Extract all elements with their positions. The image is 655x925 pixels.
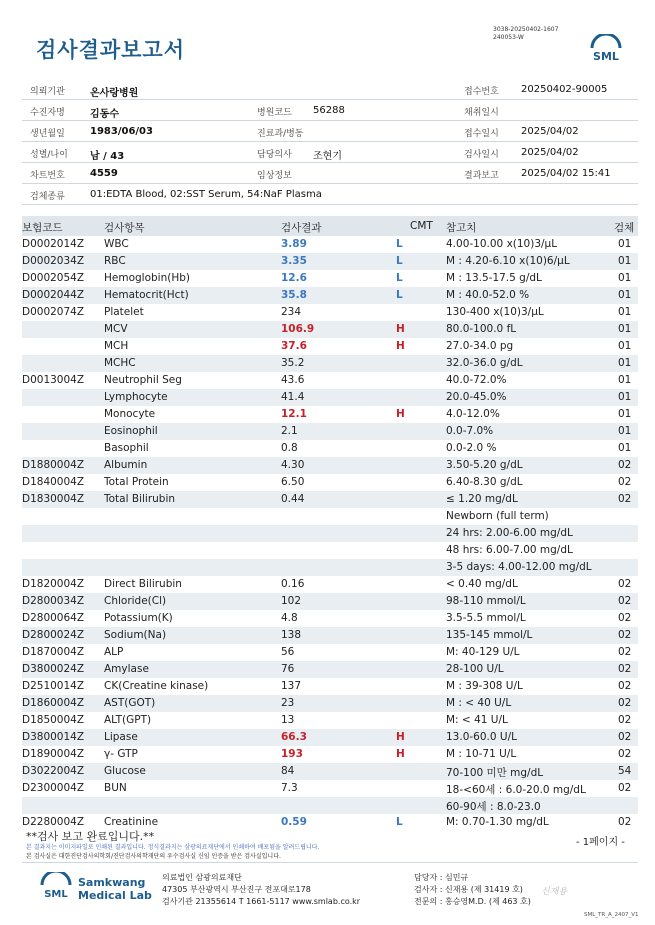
cell-reference: 98-110 mmol/L <box>446 595 526 607</box>
col-cmt: CMT <box>410 220 433 232</box>
table-row <box>22 542 638 559</box>
table-row <box>22 627 638 644</box>
info-value: 1983/06/03 <box>90 126 153 137</box>
info-label: 생년월일 <box>30 129 65 139</box>
document-number: 3038-20250402-1607 240053-W <box>493 26 559 41</box>
cell-reference: M : 13.5-17.5 g/dL <box>446 272 542 284</box>
cell-result: 3.35 <box>281 255 307 267</box>
footer-divider <box>22 862 638 863</box>
cell-result: 106.9 <box>281 323 315 335</box>
cell-result: 0.59 <box>281 816 307 828</box>
info-row <box>22 142 638 163</box>
info-label: 수진자명 <box>30 108 65 118</box>
cell-code: D3800024Z <box>22 663 85 675</box>
cell-result: 41.4 <box>281 391 305 403</box>
cell-specimen: 01 <box>618 357 632 369</box>
cell-specimen: 02 <box>618 459 632 471</box>
report-complete: **검사 보고 완료입니다.** <box>26 830 155 843</box>
table-row <box>22 236 638 253</box>
staff-specialist: 전문의 : 홍승영M.D. (제 463 호) <box>414 897 531 906</box>
table-row <box>22 729 638 746</box>
cell-code: D2800024Z <box>22 629 85 641</box>
cell-result: 0.8 <box>281 442 298 454</box>
info-value: 김동수 <box>90 109 119 120</box>
cell-result: 3.89 <box>281 238 307 250</box>
patient-info-table <box>22 79 638 205</box>
cell-specimen: 01 <box>618 323 632 335</box>
cell-code: D0013004Z <box>22 374 85 386</box>
cell-reference: 6.40-8.30 g/dL <box>446 476 523 488</box>
table-row <box>22 780 638 797</box>
cell-specimen: 02 <box>618 680 632 692</box>
table-row <box>22 763 638 780</box>
info-label: 접수번호 <box>464 87 499 97</box>
cell-specimen: 02 <box>618 782 632 794</box>
cell-reference: M: 0.70-1.30 mg/dL <box>446 816 549 828</box>
cell-specimen: 01 <box>618 238 632 250</box>
table-row <box>22 355 638 372</box>
info-value: 20250402-90005 <box>521 84 608 95</box>
cell-specimen: 01 <box>618 289 632 301</box>
cell-name: Lymphocyte <box>104 391 168 403</box>
cell-reference: 3.5-5.5 mmol/L <box>446 612 526 624</box>
cell-name: Platelet <box>104 306 144 318</box>
col-ref: 참고치 <box>446 222 477 234</box>
cell-code: D0002074Z <box>22 306 85 318</box>
table-row <box>22 389 638 406</box>
cell-reference: 28-100 U/L <box>446 663 504 675</box>
cell-specimen: 01 <box>618 340 632 352</box>
table-row <box>22 576 638 593</box>
cell-specimen: 54 <box>618 765 632 777</box>
cell-specimen: 01 <box>618 442 632 454</box>
lab-name <box>78 876 152 902</box>
info-label: 담당의사 <box>257 150 292 160</box>
cell-reference: ≤ 1.20 mg/dL <box>446 493 518 505</box>
cell-name: WBC <box>104 238 129 250</box>
cell-specimen: 02 <box>618 612 632 624</box>
cell-code: D2280004Z <box>22 816 85 828</box>
cell-result: 7.3 <box>281 782 298 794</box>
cell-name: Potassium(K) <box>104 612 173 624</box>
cell-specimen: 01 <box>618 272 632 284</box>
cell-reference: 18-<60세 : 6.0-20.0 mg/dL <box>446 784 586 796</box>
cell-code: D2800034Z <box>22 595 85 607</box>
sml-logo <box>588 34 624 66</box>
cell-reference: 3-5 days: 4.00-12.00 mg/dL <box>446 561 592 573</box>
info-value: 4559 <box>90 168 118 179</box>
info-row <box>22 121 638 142</box>
cell-name: MCHC <box>104 357 136 369</box>
cell-name: Neutrophil Seg <box>104 374 182 386</box>
cell-cmt: L <box>396 238 403 250</box>
cell-specimen: 02 <box>618 476 632 488</box>
result-rows <box>22 236 638 831</box>
table-row <box>22 712 638 729</box>
cell-specimen: 02 <box>618 731 632 743</box>
staff-contact: 담당자 : 심민규 <box>414 873 469 882</box>
note-certification: 본 검사실은 대한진단검사의학회/진단검사의학재단의 우수검사실 신임 인증을 받은 검사실입니다. <box>26 853 281 860</box>
cell-name: Chloride(Cl) <box>104 595 167 607</box>
cell-name: Hematocrit(Hct) <box>104 289 189 301</box>
cell-name: ALP <box>104 646 124 658</box>
cell-specimen: 01 <box>618 408 632 420</box>
cell-code: D1850004Z <box>22 714 85 726</box>
table-row <box>22 253 638 270</box>
info-label: 병원코드 <box>257 108 292 118</box>
page-number: - 1페이지 - <box>576 837 625 848</box>
cell-result: 35.2 <box>281 357 305 369</box>
cell-result: 137 <box>281 680 302 692</box>
footer-logo <box>38 872 74 906</box>
cell-reference: 135-145 mmol/L <box>446 629 533 641</box>
footer-logo-text: SML <box>44 889 68 900</box>
cell-code: D1860004Z <box>22 697 85 709</box>
cell-code: D0002044Z <box>22 289 85 301</box>
cell-reference: 0.0-2.0 % <box>446 442 497 454</box>
cell-result: 2.1 <box>281 425 298 437</box>
cell-cmt: L <box>396 816 403 828</box>
info-label: 차트번호 <box>30 171 65 181</box>
table-row <box>22 610 638 627</box>
table-row <box>22 321 638 338</box>
cell-cmt: L <box>396 272 403 284</box>
cell-code: D1830004Z <box>22 493 85 505</box>
cell-result: 43.6 <box>281 374 305 386</box>
cell-name: Amylase <box>104 663 149 675</box>
cell-result: 12.1 <box>281 408 307 420</box>
table-row <box>22 457 638 474</box>
cell-cmt: H <box>396 340 405 352</box>
cell-result: 4.8 <box>281 612 298 624</box>
cell-name: RBC <box>104 255 126 267</box>
info-value: 조현기 <box>313 151 342 162</box>
cell-name: Glucose <box>104 765 146 777</box>
cell-specimen: 01 <box>618 425 632 437</box>
cell-result: 234 <box>281 306 302 318</box>
col-result: 검사결과 <box>281 222 322 234</box>
cell-specimen: 01 <box>618 391 632 403</box>
cell-reference: 32.0-36.0 g/dL <box>446 357 523 369</box>
cell-cmt: H <box>396 323 405 335</box>
note-image-print: 본 결과지는 이미지파일로 인쇄된 결과입니다. 정식결과지는 삼광의료재단에서 인쇄하여 배포됨을 알려드립니다. <box>26 844 320 851</box>
lab-name-1: Samkwang <box>78 876 146 889</box>
table-row <box>22 491 638 508</box>
info-label: 검사일시 <box>464 150 499 160</box>
info-label: 성별/나이 <box>30 150 68 160</box>
cell-reference: 48 hrs: 6.00-7.00 mg/dL <box>446 544 573 556</box>
cell-name: BUN <box>104 782 127 794</box>
info-label: 임상정보 <box>257 171 292 181</box>
cell-reference: M : 39-308 U/L <box>446 680 523 692</box>
cell-reference: 4.00-10.00 x(10)3/μL <box>446 238 558 250</box>
cell-code: D1880004Z <box>22 459 85 471</box>
cell-code: D3800014Z <box>22 731 85 743</box>
cell-reference: M : 40.0-52.0 % <box>446 289 530 301</box>
cell-specimen: 01 <box>618 255 632 267</box>
table-row <box>22 746 638 763</box>
cell-name: MCH <box>104 340 129 352</box>
cell-specimen: 02 <box>618 595 632 607</box>
cell-name: Basophil <box>104 442 149 454</box>
cell-result: 37.6 <box>281 340 307 352</box>
notes <box>26 843 426 861</box>
cell-name: Creatinine <box>104 816 159 828</box>
cell-cmt: H <box>396 408 405 420</box>
table-row <box>22 440 638 457</box>
info-label: 접수일시 <box>464 129 499 139</box>
lab-address <box>162 872 360 908</box>
cell-reference: 24 hrs: 2.00-6.00 mg/dL <box>446 527 573 539</box>
info-value: 2025/04/02 <box>521 126 579 137</box>
info-label: 검체종류 <box>30 192 65 202</box>
cell-code: D0002054Z <box>22 272 85 284</box>
cell-result: 4.30 <box>281 459 305 471</box>
address-line-2: 47305 부산광역시 부산진구 전포대로178 <box>162 885 311 894</box>
cell-specimen: 02 <box>618 714 632 726</box>
cell-name: Total Bilirubin <box>104 493 176 505</box>
table-row <box>22 406 638 423</box>
cell-result: 56 <box>281 646 295 658</box>
table-row <box>22 678 638 695</box>
info-label: 결과보고 <box>464 171 499 181</box>
form-code: SML_TR_A_2407_V1 <box>584 912 639 918</box>
cell-name: AST(GOT) <box>104 697 156 709</box>
staff-info <box>414 872 531 908</box>
info-label: 진료과/병동 <box>257 129 304 139</box>
signature: 신재용 <box>541 887 568 897</box>
cell-code: D1820004Z <box>22 578 85 590</box>
cell-name: Monocyte <box>104 408 156 420</box>
table-row <box>22 525 638 542</box>
table-row <box>22 644 638 661</box>
cell-result: 102 <box>281 595 302 607</box>
cell-name: Eosinophil <box>104 425 158 437</box>
cell-result: 66.3 <box>281 731 307 743</box>
staff-tester: 검사자 : 신재용 (제 31419 호) <box>414 885 523 894</box>
table-row <box>22 661 638 678</box>
cell-result: 193 <box>281 748 303 760</box>
cell-cmt: L <box>396 289 403 301</box>
cell-cmt: H <box>396 748 405 760</box>
cell-cmt: H <box>396 731 405 743</box>
cell-reference: 3.50-5.20 g/dL <box>446 459 523 471</box>
cell-result: 6.50 <box>281 476 305 488</box>
cell-name: Albumin <box>104 459 148 471</box>
info-value: 01:EDTA Blood, 02:SST Serum, 54:NaF Plasma <box>90 189 322 200</box>
col-specimen: 검체 <box>614 222 635 234</box>
cell-specimen: 02 <box>618 493 632 505</box>
info-row <box>22 184 638 205</box>
table-row <box>22 474 638 491</box>
info-value: 2025/04/02 15:41 <box>521 168 611 179</box>
cell-specimen: 01 <box>618 306 632 318</box>
cell-reference: M : 10-71 U/L <box>446 748 517 760</box>
cell-result: 13 <box>281 714 295 726</box>
cell-reference: 20.0-45.0% <box>446 391 507 403</box>
cell-code: D1890004Z <box>22 748 85 760</box>
cell-name: Total Protein <box>104 476 169 488</box>
cell-code: D1840004Z <box>22 476 85 488</box>
table-row <box>22 508 638 525</box>
cell-reference: 27.0-34.0 pg <box>446 340 514 352</box>
table-header <box>22 216 638 236</box>
cell-cmt: L <box>396 255 403 267</box>
cell-code: D3022004Z <box>22 765 85 777</box>
cell-reference: 60-90세 : 8.0-23.0 <box>446 801 541 813</box>
col-code: 보험코드 <box>22 222 63 234</box>
table-row <box>22 559 638 576</box>
cell-result: 0.44 <box>281 493 305 505</box>
cell-reference: M: < 41 U/L <box>446 714 508 726</box>
cell-specimen: 01 <box>618 374 632 386</box>
table-row <box>22 695 638 712</box>
info-row <box>22 79 638 100</box>
cell-reference: M : 4.20-6.10 x(10)6/μL <box>446 255 570 267</box>
info-label: 의뢰기관 <box>30 87 65 97</box>
address-line-1: 의료법인 삼광의료재단 <box>162 873 242 882</box>
cell-code: D1870004Z <box>22 646 85 658</box>
info-value: 2025/04/02 <box>521 147 579 158</box>
cell-code: D0002014Z <box>22 238 85 250</box>
cell-reference: 13.0-60.0 U/L <box>446 731 517 743</box>
table-row <box>22 287 638 304</box>
cell-code: D2800064Z <box>22 612 85 624</box>
cell-specimen: 02 <box>618 816 632 828</box>
cell-reference: 70-100 미만 mg/dL <box>446 767 544 779</box>
info-value: 남 / 43 <box>90 151 125 162</box>
cell-specimen: 02 <box>618 578 632 590</box>
cell-reference: M : < 40 U/L <box>446 697 512 709</box>
cell-result: 84 <box>281 765 295 777</box>
cell-specimen: 02 <box>618 663 632 675</box>
cell-specimen: 02 <box>618 697 632 709</box>
cell-reference: 0.0-7.0% <box>446 425 494 437</box>
cell-specimen: 02 <box>618 629 632 641</box>
logo-text: SML <box>593 50 619 63</box>
col-name: 검사항목 <box>104 222 145 234</box>
cell-reference: 80.0-100.0 fL <box>446 323 517 335</box>
cell-reference: < 0.40 mg/dL <box>446 578 518 590</box>
cell-reference: 130-400 x(10)3/μL <box>446 306 544 318</box>
cell-reference: 40.0-72.0% <box>446 374 507 386</box>
cell-code: D2300004Z <box>22 782 85 794</box>
cell-name: CK(Creatine kinase) <box>104 680 209 692</box>
cell-result: 76 <box>281 663 295 675</box>
table-row <box>22 270 638 287</box>
info-label: 채취일시 <box>464 108 499 118</box>
cell-result: 35.8 <box>281 289 307 301</box>
table-row <box>22 372 638 389</box>
cell-result: 138 <box>281 629 302 641</box>
table-row <box>22 423 638 440</box>
info-row <box>22 163 638 184</box>
cell-reference: 4.0-12.0% <box>446 408 500 420</box>
lab-name-2: Medical Lab <box>78 889 152 902</box>
results-table <box>22 216 638 831</box>
cell-result: 12.6 <box>281 272 307 284</box>
cell-reference: M: 40-129 U/L <box>446 646 520 658</box>
info-value: 온사랑병원 <box>90 88 139 99</box>
cell-code: D0002034Z <box>22 255 85 267</box>
cell-specimen: 02 <box>618 646 632 658</box>
cell-name: Direct Bilirubin <box>104 578 182 590</box>
info-row <box>22 100 638 121</box>
cell-reference: Newborn (full term) <box>446 510 549 522</box>
table-row <box>22 593 638 610</box>
address-line-3: 검사기관 21355614 T 1661-5117 www.smlab.co.kr <box>162 897 361 906</box>
cell-name: ALT(GPT) <box>104 714 152 726</box>
cell-name: Lipase <box>104 731 138 743</box>
cell-name: Sodium(Na) <box>104 629 167 641</box>
cell-name: γ- GTP <box>104 748 138 760</box>
page-title: 검사결과보고서 <box>36 38 186 62</box>
cell-name: MCV <box>104 323 128 335</box>
cell-name: Hemoglobin(Hb) <box>104 272 191 284</box>
table-row <box>22 338 638 355</box>
info-value: 56288 <box>313 105 345 116</box>
cell-result: 23 <box>281 697 295 709</box>
cell-specimen: 02 <box>618 748 632 760</box>
cell-code: D2510014Z <box>22 680 85 692</box>
table-row <box>22 797 638 814</box>
cell-result: 0.16 <box>281 578 305 590</box>
table-row <box>22 304 638 321</box>
